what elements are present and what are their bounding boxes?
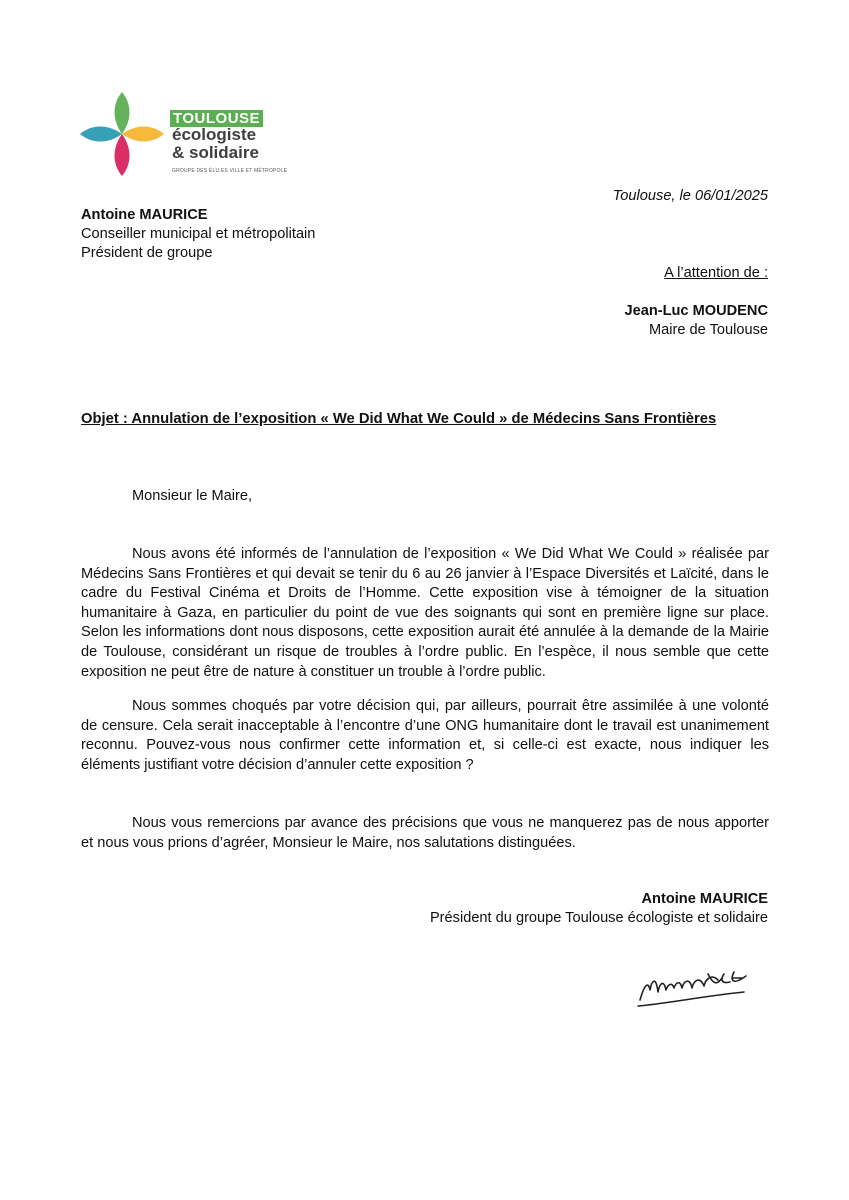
logo-line-1: écologiste xyxy=(172,125,257,144)
letter-subject: Objet : Annulation de l’exposition « We Did What We Could » de Médecins Sans Frontières xyxy=(81,411,717,427)
body-paragraph-2: Nous sommes choqués par votre décision qui, par ailleurs, pourrait être assimilée à une volonté de censure. Cela serait inacceptable à l’encontre d’une ONG humanitaire dont le travail est unanimement reconnu. Pouvez-vous nous confirmer cette information et, si celle-ci est exacte, nous indiquer les éléments justifiant votre décision d’annuler cette exposition ? xyxy=(81,698,769,773)
body-paragraph-3: Nous vous remercions par avance des précisions que vous ne manquerez pas de nous apporter et nous vous prions d’agréer, Monsieur le Maire, nos salutations distinguées. xyxy=(81,815,769,851)
logo-subtitle: GROUPE DES ÉLU.ES VILLE ET MÉTROPOLE xyxy=(172,168,288,174)
closing-name: Antoine MAURICE xyxy=(641,891,768,907)
sender-title: Président de groupe xyxy=(81,245,213,261)
handwritten-signature xyxy=(634,966,752,1014)
sender-role: Conseiller municipal et métropolitain xyxy=(81,226,316,242)
body-paragraph-1: Nous avons été informés de l’annulation de l’exposition « We Did What We Could » réalisée par Médecins Sans Frontières et qui devait se tenir du 6 au 26 janvier à l’Espace Diversités et Laïcité, dans le cadre du Festival Cinéma et Droits de l’Homme. Cette exposition vise à témoigner de la situation humanitaire à Gaza, en particulier du point de vue des soignants qui sont en première ligne sur place. Selon les informations dont nous disposons, cette exposition aurait été annulée à la demande de la Mairie de Toulouse, considérant un risque de troubles à l’ordre public. En l’espèce, il nous semble que cette exposition ne peut être de nature à constituer un trouble à l’ordre public. xyxy=(81,546,769,680)
logo-line-2: & solidaire xyxy=(172,143,259,162)
attention-line: A l’attention de : xyxy=(664,265,768,281)
letter-date: Toulouse, le 06/01/2025 xyxy=(612,188,768,204)
petal-logo-icon xyxy=(78,90,166,178)
group-logo xyxy=(78,90,288,180)
recipient-name: Jean-Luc MOUDENC xyxy=(624,303,768,319)
closing-title: Président du groupe Toulouse écologiste et solidaire xyxy=(429,910,768,926)
sender-name: Antoine MAURICE xyxy=(81,207,208,223)
logo-badge: TOULOUSE xyxy=(170,110,263,127)
salutation: Monsieur le Maire, xyxy=(132,488,253,504)
recipient-title: Maire de Toulouse xyxy=(649,322,768,338)
